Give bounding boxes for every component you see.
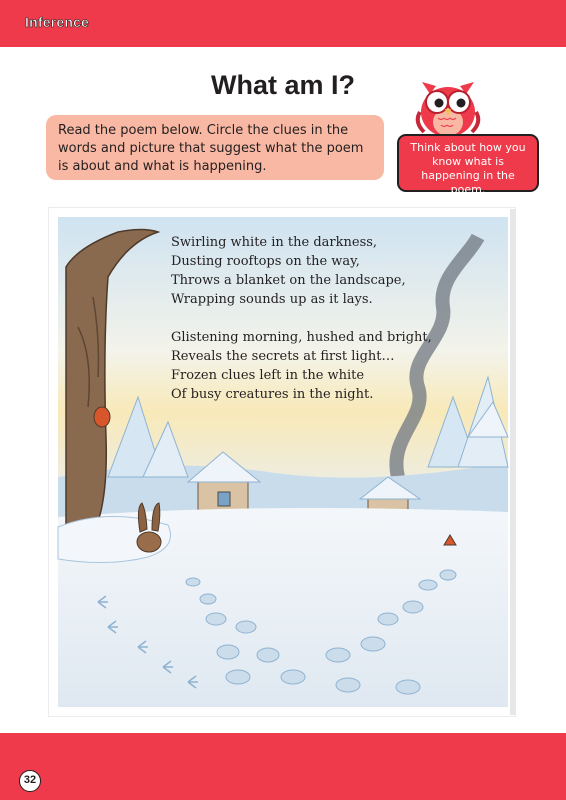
page-title: What am I? [210,70,355,100]
poem-line: Swirling white in the darkness, [171,235,378,250]
tip-callout: Think about how you know what is happening in the poem. [397,134,539,192]
poem-line: Dusting rooftops on the way, [171,254,360,269]
poem-line: Of busy creatures in the night. [171,387,374,402]
poem-stanza [171,233,432,309]
poem-line: Frozen clues left in the white [171,368,365,383]
instruction-box: Read the poem below. Circle the clues in the words and picture that suggest what the poem is about and what is happening. [46,115,384,180]
poem-line: Reveals the secrets at first light… [171,349,395,364]
poem-line: Throws a blanket on the landscape, [171,273,406,288]
poem-line: Glistening morning, hushed and bright, [171,330,432,345]
bottom-banner [0,733,566,800]
poem-line: Wrapping sounds up as it lays. [171,292,373,307]
poem [171,233,432,423]
page-number: 32 [19,770,41,792]
top-banner [0,0,566,47]
section-label: Inference [25,14,90,30]
owl-mascot-icon [408,72,488,138]
poem-stanza [171,328,432,404]
